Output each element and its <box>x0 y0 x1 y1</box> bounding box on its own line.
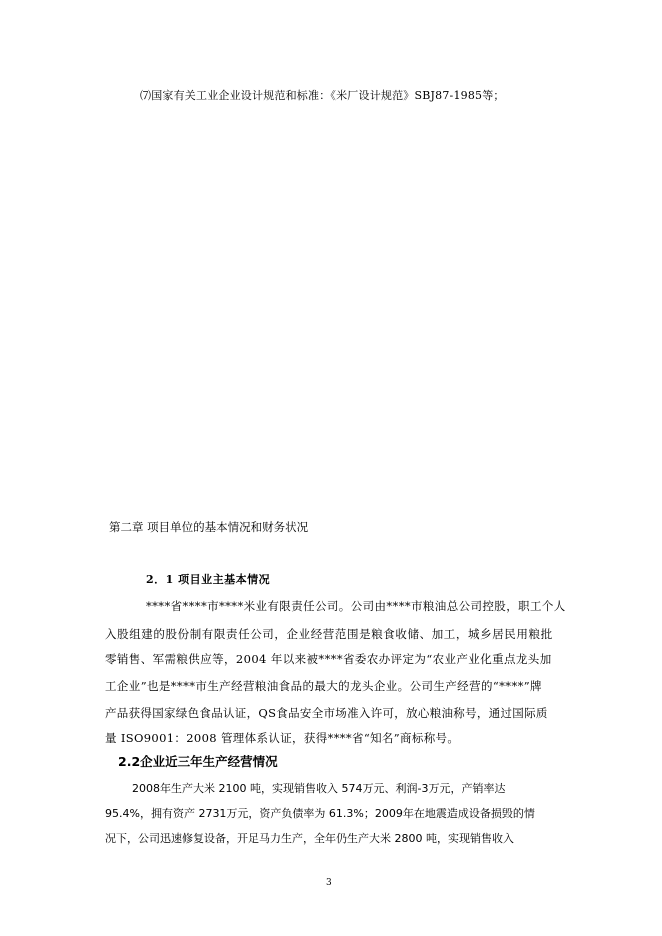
paragraph-line: 2008年生产大米 2100 吨，实现销售收入 574万元、利润-3万元，产销率达 <box>132 782 506 795</box>
paragraph-line: 入股组建的股份制有限责任公司，企业经营范围是粮食收储、加工，城乡居民用粮批 <box>105 627 553 641</box>
page-number: 3 <box>326 878 332 888</box>
paragraph-line: ****省****市****米业有限责任公司。公司由****市粮油总公司控股，职工个人 <box>146 599 566 613</box>
paragraph-line: 量 ISO9001：2008 管理体系认证，获得****省“知名”商标称号。 <box>105 731 460 745</box>
reference-item: ⑺国家有关工业企业设计规范和标准：《米厂设计规范》SBJ87-1985等； <box>140 89 505 102</box>
paragraph-line: 95.4%，拥有资产 2731万元，资产负债率为 61.3%；2009年在地震造成设备损毁的情 <box>105 807 535 820</box>
section-2-1-heading: 2．1 项目业主基本情况 <box>146 573 271 586</box>
paragraph-line: 产品获得国家绿色食品认证，QS食品安全市场准入许可，放心粮油称号，通过国际质 <box>105 706 548 720</box>
section-2-2-heading: 2.2企业近三年生产经营情况 <box>118 754 278 769</box>
chapter-title: 第二章 项目单位的基本情况和财务状况 <box>109 520 309 534</box>
paragraph-line: 工企业”也是****市生产经营粮油食品的最大的龙头企业。公司生产经营的“****”牌 <box>105 679 542 693</box>
paragraph-line: 况下，公司迅速修复设备，开足马力生产，全年仍生产大米 2800 吨，实现销售收入 <box>105 832 514 845</box>
paragraph-line: 零销售、军需粮供应等，2004 年以来被****省委农办评定为“农业产业化重点龙头加 <box>105 652 552 666</box>
